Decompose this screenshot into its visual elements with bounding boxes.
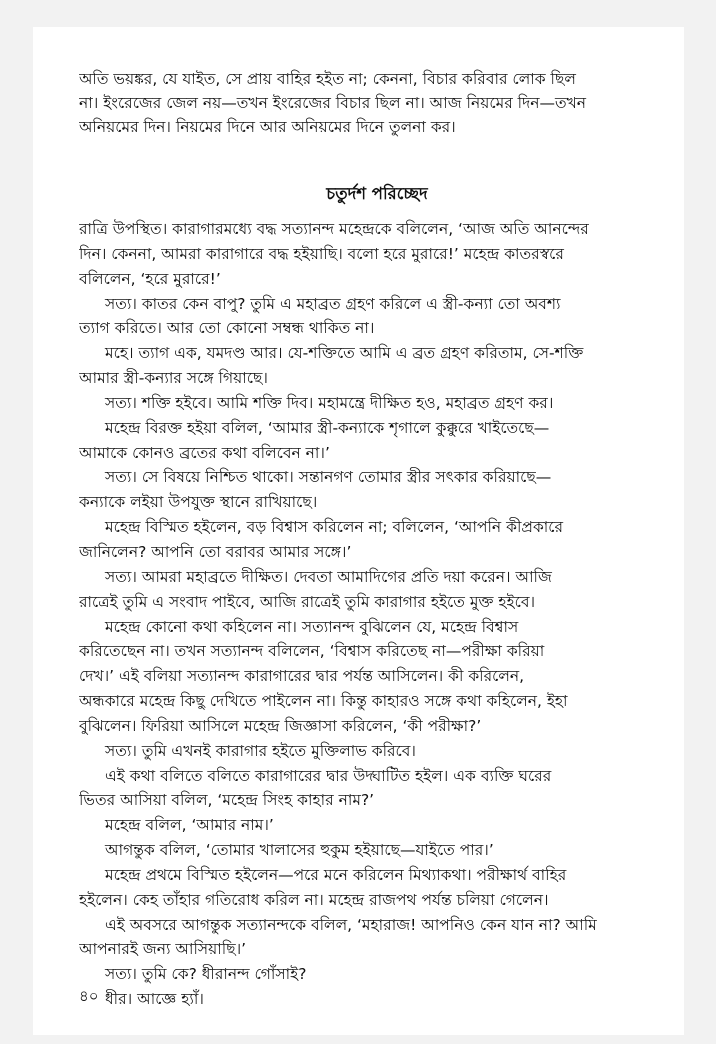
text-line: বুঝিলেন। ফিরিয়া আসিলে মহেন্দ্র জিজ্ঞাসা করিলেন, ‘কী পরীক্ষা?’ <box>79 716 482 735</box>
text-line: মহেন্দ্র প্রথমে বিস্মিত হইলেন—পরে মনে করিলেন মিথ্যাকথা। পরীক্ষার্থ বাহির <box>105 865 567 884</box>
text-line: এই অবসরে আগন্তুক সত্যানন্দকে বলিল, ‘মহারাজ! আপনিও কেন যান না? আমি <box>105 915 597 934</box>
text-line: অন্ধকারে মহেন্দ্র কিছু দেখিতে পাইলেন না। কিন্তু কাহারও সঙ্গে কথা কহিলেন, ইহা <box>79 692 568 711</box>
text-line: অনিয়মের দিন। নিয়মের দিনে আর অনিয়মের দিনে তুলনা কর। <box>79 118 456 136</box>
text-line: সত্য। সে বিষয়ে নিশ্চিত থাকো। সন্তানগণ তোমার স্ত্রীর সৎকার করিয়াছে— <box>105 468 552 487</box>
text-line: সত্য। তুমি এখনই কারাগার হইতে মুক্তিলাভ করিবে। <box>105 741 416 760</box>
text-line: বলিলেন, ‘হরে মুরারে!’ <box>79 269 221 288</box>
text-line: সত্য। তুমি কে? ধীরানন্দ গোঁসাই? <box>105 965 307 984</box>
text-line: মহেন্দ্র বলিল, ‘আমার নাম।’ <box>105 816 274 835</box>
text-line: আমাকে কোনও ব্রতের কথা বলিবেন না।’ <box>79 443 330 462</box>
text-line: সত্য। কাতর কেন বাপু? তুমি এ মহাব্রত গ্রহণ করিলে এ স্ত্রী-কন্যা তো অবশ্য <box>105 294 561 313</box>
text-line: সত্য। আমরা মহাব্রতে দীক্ষিত। দেবতা আমাদিগের প্রতি দয়া করেন। আজি <box>105 567 552 586</box>
text-line: ধীর। আজ্ঞে হ্যাঁ। <box>105 990 204 1009</box>
book-page <box>33 27 684 1035</box>
text-line: জানিলেন? আপনি তো বরাবর আমার সঙ্গে।’ <box>79 542 352 561</box>
text-line: ত্যাগ করিতে। আর তো কোনো সম্বন্ধ থাকিত না। <box>79 319 375 338</box>
text-line: না। ইংরেজের জেল নয়—তখন ইংরেজের বিচার ছিল না। আজ নিয়মের দিন—তখন <box>79 94 587 112</box>
text-line: সত্য। শক্তি হইবে। আমি শক্তি দিব। মহামন্ত্রে দীক্ষিত হও, মহাব্রত গ্রহণ কর। <box>105 393 554 412</box>
text-line: মহেন্দ্র বিস্মিত হইলেন, বড় বিশ্বাস করিলেন না; বলিলেন, ‘আপনি কীপ্রকারে <box>105 518 564 537</box>
text-line: কন্যাকে লইয়া উপযুক্ত স্থানে রাখিয়াছে। <box>79 493 318 512</box>
text-line: দেখ।’ এই বলিয়া সত্যানন্দ কারাগারের দ্বার পর্যন্ত আসিলেন। কী করিলেন, <box>79 667 525 686</box>
text-line: দিন। কেননা, আমরা কারাগারে বদ্ধ হইয়াছি। বলো হরে মুরারে!’ মহেন্দ্র কাতরস্বরে <box>79 244 564 263</box>
chapter-body <box>79 217 675 1012</box>
text-line: ভিতর আসিয়া বলিল, ‘মহেন্দ্র সিংহ কাহার নাম?’ <box>79 791 375 810</box>
intro-paragraph <box>79 67 675 139</box>
text-line: মহেন্দ্র বিরক্ত হইয়া বলিল, ‘আমার স্ত্রী-কন্যাকে শৃগালে কুক্কুরে খাইতেছে— <box>105 418 550 437</box>
text-line: করিতেছেন না। তখন সত্যানন্দ বলিলেন, ‘বিশ্বাস করিতেছ না—পরীক্ষা করিয়া <box>79 642 545 661</box>
text-line: রাত্রি উপস্থিত। কারাগারমধ্যে বদ্ধ সত্যানন্দ মহেন্দ্রকে বলিলেন, ‘আজ অতি আনন্দের <box>79 220 589 238</box>
text-line: হইলেন। কেহ তাঁহার গতিরোধ করিল না। মহেন্দ্র রাজপথ পর্যন্ত চলিয়া গেলেন। <box>79 890 549 909</box>
text-line: মহে। ত্যাগ এক, যমদণ্ড আর। যে-শক্তিতে আমি এ ব্রত গ্রহণ করিতাম, সে-শক্তি <box>105 344 584 363</box>
page-number: ৪০ <box>79 987 99 1005</box>
text-line: অতি ভয়ঙ্কর, যে যাইত, সে প্রায় বাহির হইত না; কেননা, বিচার করিবার লোক ছিল <box>79 70 576 88</box>
text-line: এই কথা বলিতে বলিতে কারাগারের দ্বার উদ্ঘাটিত হইল। এক ব্যক্তি ঘরের <box>105 766 552 785</box>
text-line: রাত্রেই তুমি এ সংবাদ পাইবে, আজি রাত্রেই তুমি কারাগার হইতে মুক্ত হইবে। <box>79 592 536 611</box>
text-line: আগন্তুক বলিল, ‘তোমার খালাসের হুকুম হইয়াছে—যাইতে পার।’ <box>105 841 494 860</box>
chapter-title: চতুর্দশ পরিচ্ছেদ <box>326 184 428 203</box>
text-line: আমার স্ত্রী-কন্যার সঙ্গে গিয়াছে। <box>79 369 268 388</box>
text-line: আপনারই জন্য আসিয়াছি।’ <box>79 940 247 959</box>
text-line: মহেন্দ্র কোনো কথা কহিলেন না। সত্যানন্দ বুঝিলেন যে, মহেন্দ্র বিশ্বাস <box>105 617 519 636</box>
